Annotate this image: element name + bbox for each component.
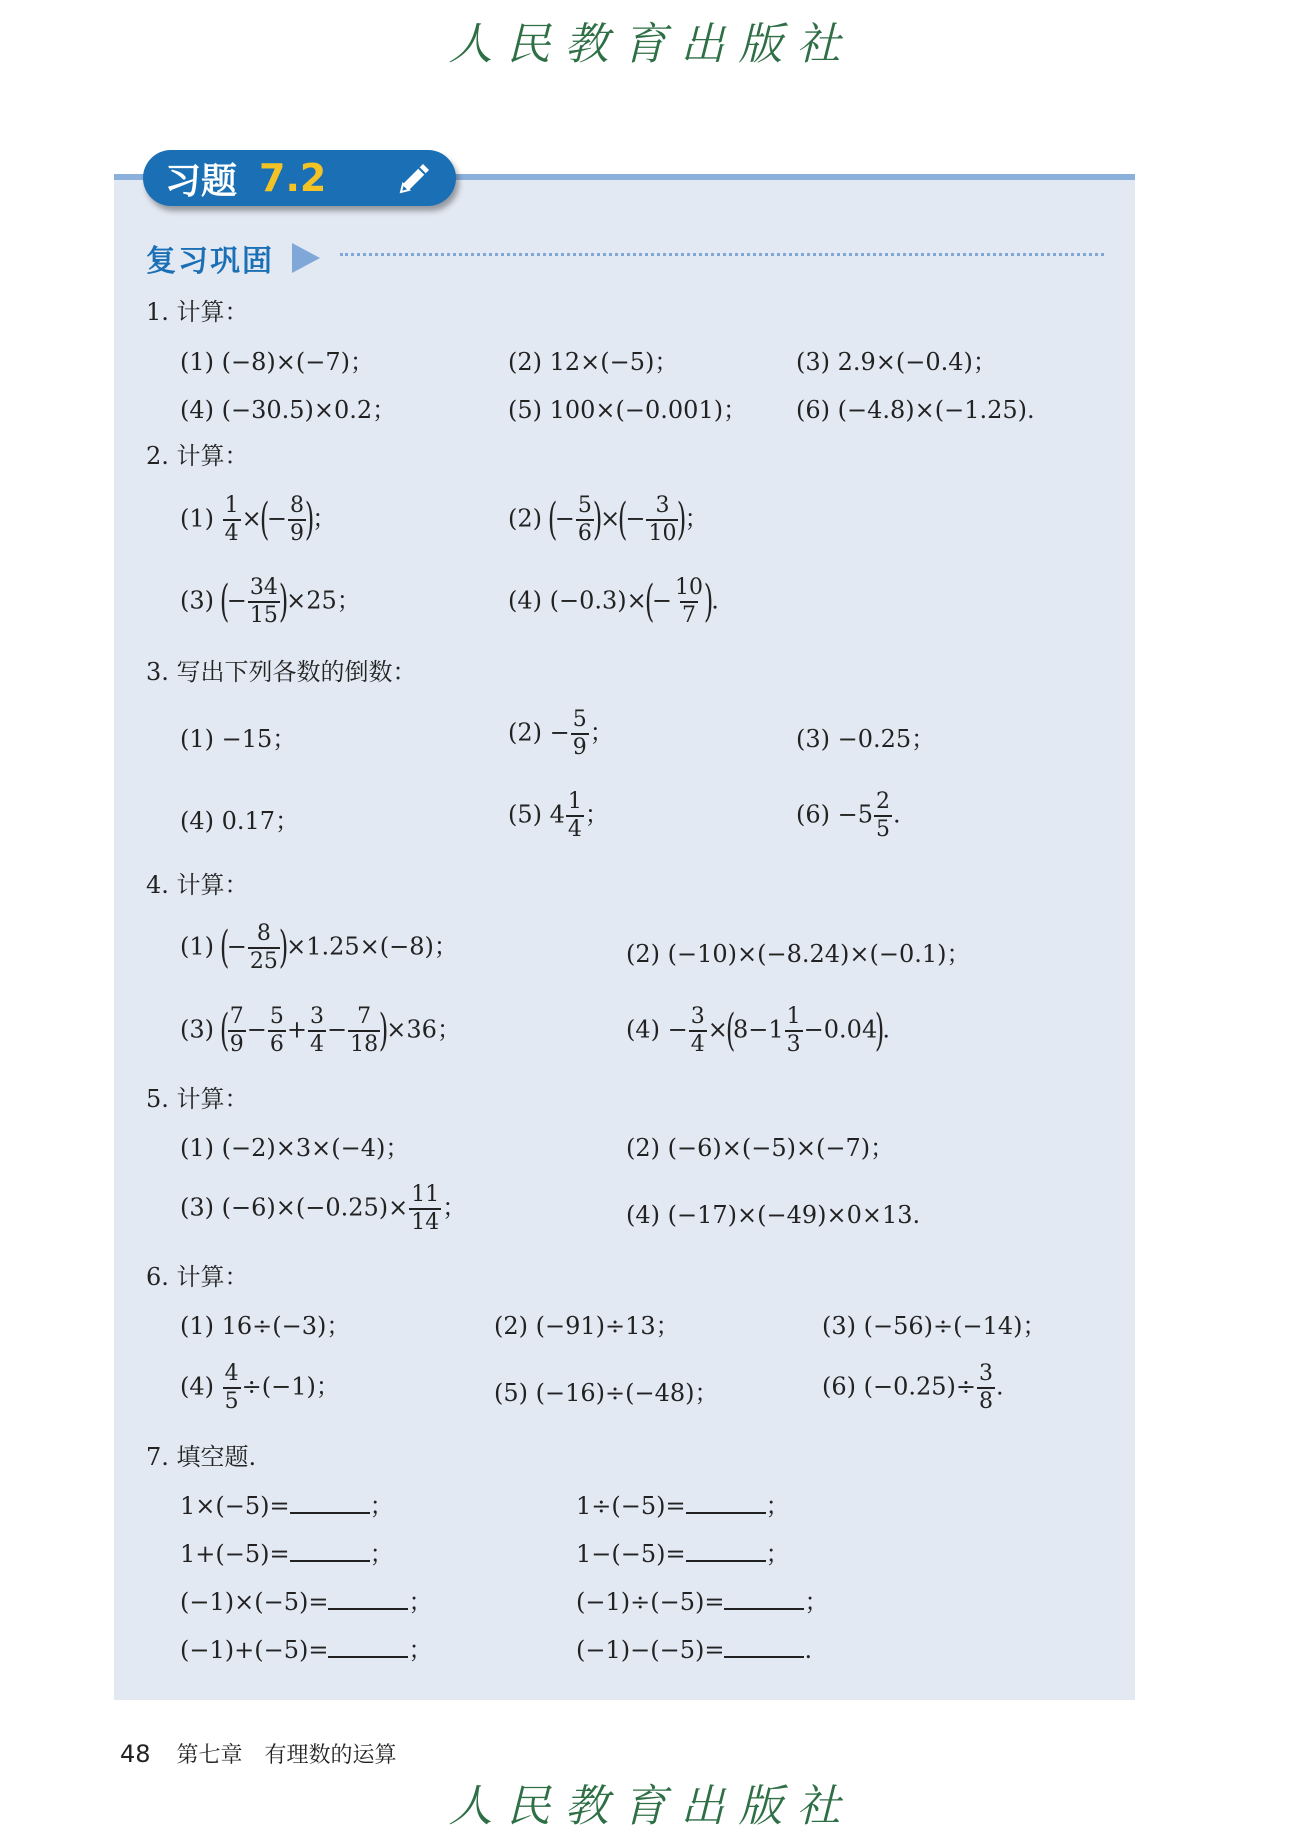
ex1-q5: (5) 100×(−0.001)； (508, 396, 748, 424)
fill-blank-item: 1+(−5)= ； (180, 1540, 394, 1568)
fill-blank-item: 1−(−5)= ； (576, 1540, 790, 1568)
ex4-q2: (2) (−10)×(−8.24)×(−0.1)； (626, 940, 971, 968)
exercise-6-label: 6. 计算： (146, 1263, 249, 1291)
ex3-q2: (2) − $\frac{5}{9}$ ； (508, 707, 614, 760)
answer-blank[interactable] (290, 1540, 370, 1562)
answer-blank[interactable] (724, 1636, 804, 1658)
section-dotted-rule (340, 253, 1104, 256)
exercise-1-label: 1. 计算： (146, 298, 249, 326)
ex5-q4: (4) (−17)×(−49)×0×13. (626, 1201, 921, 1229)
ex1-q6: (6) (−4.8)×(−1.25). (796, 396, 1035, 424)
fill-blank-item: 1×(−5)= ； (180, 1492, 394, 1520)
ex4-q3: (3) ( $\frac{7}{9}$ − $\frac{5}{6}$ + $\frac{3}{4}$ − $\frac{7}{18}$ )×36； (180, 1004, 461, 1057)
page-number: 48 (120, 1740, 151, 1768)
ex6-q2: (2) (−91)÷13； (494, 1312, 680, 1340)
play-arrow-icon (292, 243, 320, 273)
publisher-logo-top: 人民教育出版社 (448, 19, 855, 70)
page-footer (120, 1738, 397, 1769)
ex6-q6: (6) (−0.25)÷ $\frac{3}{8}$ . (822, 1361, 1004, 1414)
ex1-q4: (4) (−30.5)×0.2； (180, 396, 397, 424)
exercise-5-label: 5. 计算： (146, 1085, 249, 1113)
exercise-7-label: 7. 填空题. (146, 1443, 257, 1471)
ex5-q1: (1) (−2)×3×(−4)； (180, 1134, 410, 1162)
answer-blank[interactable] (686, 1540, 766, 1562)
answer-blank[interactable] (290, 1492, 370, 1514)
fill-blank-item: 1÷(−5)= ； (576, 1492, 790, 1520)
ex3-q4: (4) 0.17； (180, 807, 300, 835)
ex3-q5: (5) 4 $\frac{1}{4}$ ； (508, 789, 609, 842)
ex2-q3: (3) (− $\frac{34}{15}$ )×25； (180, 575, 361, 628)
ex6-q3: (3) (−56)÷(−14)； (822, 1312, 1047, 1340)
fill-blank-item: (−1)+(−5)= ； (180, 1636, 433, 1664)
ex3-q6: (6) −5 $\frac{2}{5}$ . (796, 789, 901, 842)
fill-blank-item: (−1)÷(−5)= ； (576, 1588, 829, 1616)
answer-blank[interactable] (328, 1588, 408, 1610)
ex3-q3: (3) −0.25； (796, 725, 936, 753)
exercise-title-tab (143, 150, 456, 206)
section-title: 复习巩固 (146, 244, 274, 279)
ex1-q2: (2) 12×(−5)； (508, 348, 679, 376)
pencil-icon (393, 158, 435, 200)
ex2-q2: (2) (− $\frac{5}{6}$ )×(− $\frac{3}{10}$ )； (508, 493, 709, 546)
ex1-q3: (3) 2.9×(−0.4)； (796, 348, 997, 376)
exercise-3-label: 3. 写出下列各数的倒数： (146, 658, 417, 686)
chapter-title: 第七章 有理数的运算 (176, 1743, 397, 1768)
ex2-q4: (4) (−0.3)×(− $\frac{10}{7}$ ). (508, 575, 719, 628)
answer-blank[interactable] (328, 1636, 408, 1658)
ex5-q2: (2) (−6)×(−5)×(−7)； (626, 1134, 895, 1162)
exercise-4-label: 4. 计算： (146, 871, 249, 899)
ex3-q1: (1) −15； (180, 725, 297, 753)
ex4-q1: (1) (− $\frac{8}{25}$ )×1.25×(−8)； (180, 921, 458, 974)
publisher-logo-bottom: 人民教育出版社 (448, 1781, 855, 1832)
answer-blank[interactable] (686, 1492, 766, 1514)
ex5-q3: (3) (−6)×(−0.25)× $\frac{11}{14}$ ； (180, 1182, 467, 1235)
answer-blank[interactable] (724, 1588, 804, 1610)
ex6-q5: (5) (−16)÷(−48)； (494, 1379, 719, 1407)
title-number: 7.2 (259, 156, 327, 200)
ex6-q1: (1) 16÷(−3)； (180, 1312, 351, 1340)
exercise-2-label: 2. 计算： (146, 442, 249, 470)
ex6-q4: (4) $\frac{4}{5}$ ÷(−1)； (180, 1361, 340, 1414)
ex4-q4: (4) − $\frac{3}{4}$ ×(8−1 $\frac{1}{3}$ −0.04). (626, 1004, 891, 1057)
fill-blank-item: (−1)−(−5)= . (576, 1636, 813, 1664)
ex2-q1: (1) $\frac{1}{4}$ ×(− $\frac{8}{9}$ )； (180, 493, 337, 546)
ex1-q1: (1) (−8)×(−7)； (180, 348, 374, 376)
section-heading (146, 236, 320, 280)
title-label: 习题 (165, 160, 238, 202)
fill-blank-item: (−1)×(−5)= ； (180, 1588, 433, 1616)
